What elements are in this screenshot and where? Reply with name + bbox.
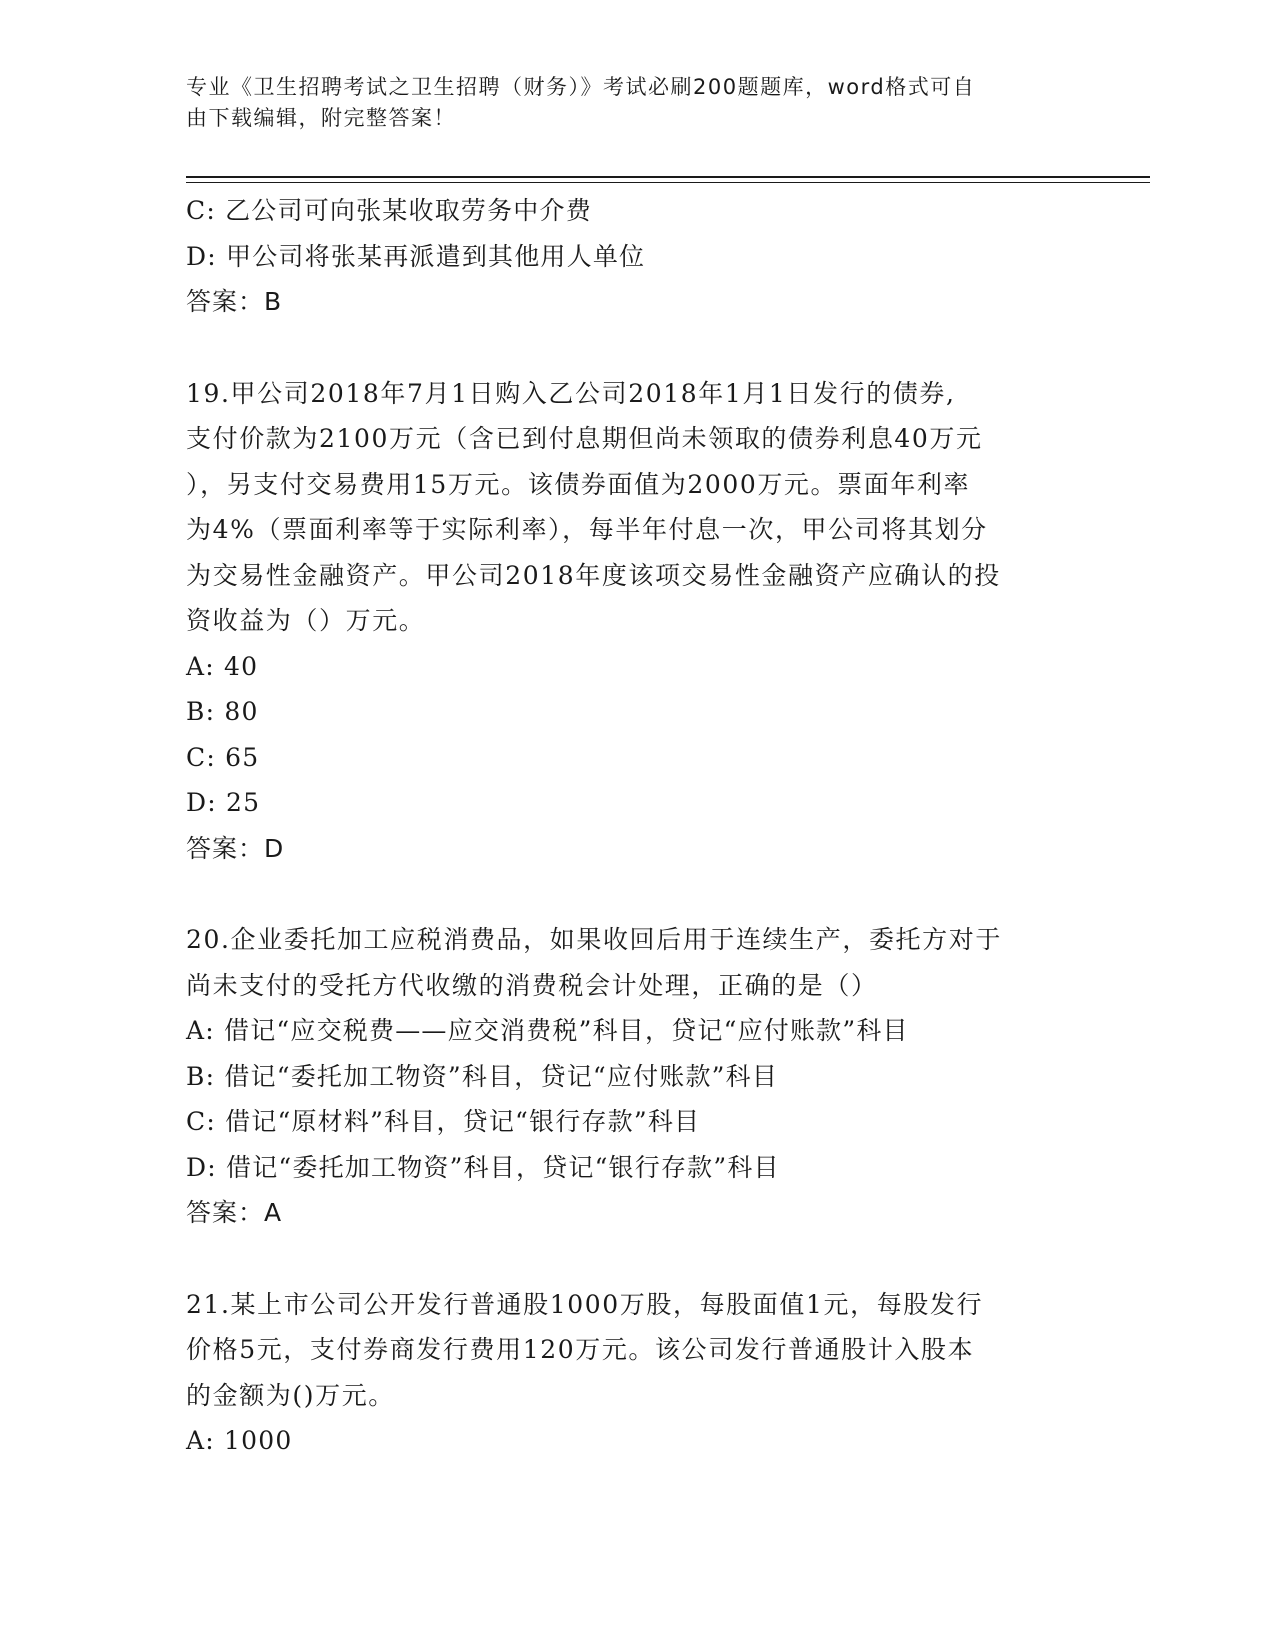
option-d: D: 借记“委托加工物资”科目，贷记“银行存款”科目 [186,1152,780,1182]
document-body [186,188,1086,1464]
option-d: D: 甲公司将张某再派遣到其他用人单位 [186,241,646,271]
question-line: 尚未支付的受托方代收缴的消费税会计处理，正确的是（） [186,970,878,1000]
header-line-1: 专业《卫生招聘考试之卫生招聘（财务）》考试必刷200题题库，word格式可自 [186,75,976,99]
spacer [186,1236,1086,1282]
question-18-tail [186,188,1086,325]
question-line: 价格5元，支付券商发行费用120万元。该公司发行普通股计入股本 [186,1335,975,1364]
option-a: A: 1000 [186,1426,293,1455]
question-19 [186,371,1086,872]
header-divider-thin [186,182,1150,183]
question-20 [186,917,1086,1236]
answer-label: 答案：B [186,287,283,316]
question-line: 21.某上市公司公开发行普通股1000万股，每股面值1元，每股发行 [186,1289,984,1319]
question-21 [186,1282,1086,1464]
option-c: C: 借记“原材料”科目，贷记“银行存款”科目 [186,1107,701,1136]
option-c: C: 乙公司可向张某收取劳务中介费 [186,196,592,225]
option-d: D: 25 [186,788,261,817]
option-a: A: 40 [186,651,259,681]
option-a: A: 借记“应交税费——应交消费税”科目，贷记“应付账款”科目 [186,1016,909,1045]
spacer [186,871,1086,917]
question-line: 支付价款为2100万元（含已到付息期但尚未领取的债券利息40万元 [186,424,983,453]
question-line: 为交易性金融资产。甲公司2018年度该项交易性金融资产应确认的投 [186,560,1001,590]
option-b: B: 80 [186,697,259,726]
question-line: ），另支付交易费用15万元。该债券面值为2000万元。票面年利率 [186,469,971,499]
question-line: 20.企业委托加工应税消费品，如果收回后用于连续生产，委托方对于 [186,925,1002,954]
option-b: B: 借记“委托加工物资”科目，贷记“应付账款”科目 [186,1061,779,1091]
question-line: 为4%（票面利率等于实际利率），每半年付息一次，甲公司将其划分 [186,515,988,544]
header-line-2: 由下载编辑，附完整答案！ [186,106,456,130]
header-divider-thick [186,176,1150,178]
answer-label: 答案：D [186,833,285,863]
spacer [186,325,1086,371]
question-line: 的金额为()万元。 [186,1380,395,1410]
document-header [186,72,1066,134]
option-c: C: 65 [186,742,260,772]
answer-label: 答案：A [186,1198,283,1227]
question-line: 19.甲公司2018年7月1日购入乙公司2018年1月1日发行的债券, [186,378,956,408]
question-line: 资收益为（）万元。 [186,606,426,635]
